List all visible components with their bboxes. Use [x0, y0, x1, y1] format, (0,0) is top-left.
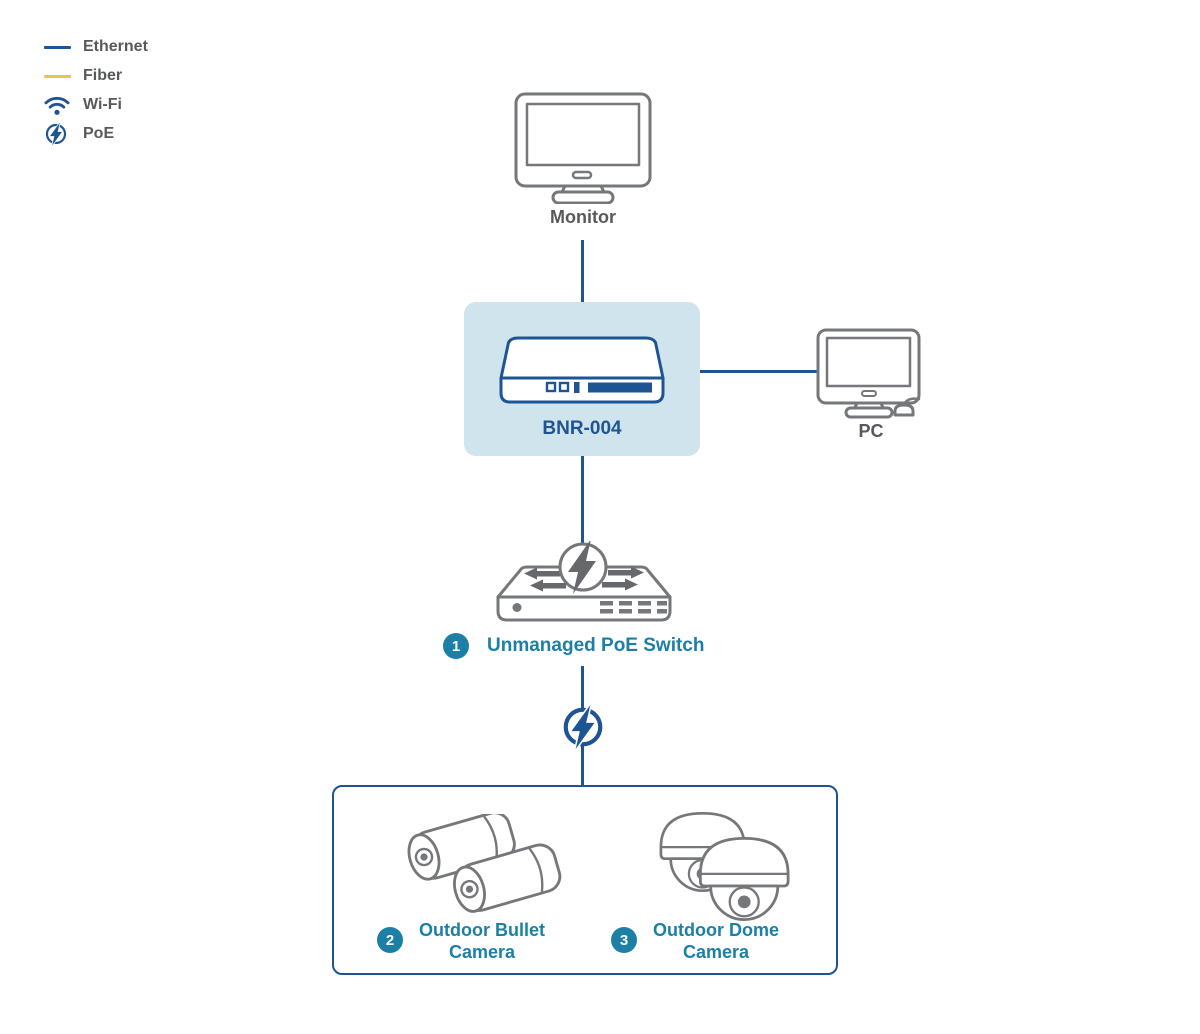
- ethernet-link-recorder-pc: [700, 370, 817, 373]
- dome-camera-number-badge: 3: [611, 927, 637, 953]
- bullet-camera-label-line2: Camera: [448, 942, 516, 962]
- poe-switch-icon: [494, 541, 674, 625]
- nvr-icon: [497, 336, 667, 406]
- dome-camera-label-line2: Camera: [682, 942, 750, 962]
- legend: [44, 36, 148, 145]
- poe-inline-icon: [560, 704, 606, 750]
- monitor-icon: [512, 90, 654, 204]
- legend-item-ethernet: [44, 36, 148, 58]
- monitor-label: Monitor: [550, 207, 616, 227]
- legend-item-fiber: [44, 65, 148, 87]
- legend-item-wifi: [44, 94, 148, 116]
- ethernet-link-recorder-switch: [581, 456, 584, 545]
- recorder-label: BNR-004: [542, 418, 622, 439]
- camera-group-box: [332, 785, 838, 975]
- dome-camera-label-line1: Outdoor Dome: [653, 920, 779, 940]
- poe-icon: [44, 122, 74, 146]
- fiber-line-swatch: [44, 75, 74, 78]
- dome-camera-icon: [640, 808, 808, 928]
- legend-label-wifi: Wi-Fi: [83, 96, 122, 113]
- legend-label-fiber: Fiber: [83, 67, 123, 84]
- switch-label: Unmanaged PoE Switch: [487, 635, 705, 656]
- bullet-camera-label: [397, 919, 567, 963]
- wifi-icon: [44, 95, 74, 116]
- legend-item-poe: [44, 123, 148, 145]
- dome-camera-label: [631, 919, 801, 963]
- pc-icon: [815, 327, 928, 422]
- ethernet-line-swatch: [44, 46, 74, 49]
- switch-number-badge: 1: [443, 633, 469, 659]
- ethernet-link-monitor-recorder: [581, 240, 584, 302]
- pc-label: PC: [858, 421, 884, 441]
- legend-label-poe: PoE: [83, 125, 115, 142]
- recorder-panel: [464, 302, 700, 456]
- bullet-camera-label-line1: Outdoor Bullet: [419, 920, 545, 940]
- bullet-camera-icon: [387, 814, 567, 926]
- legend-label-ethernet: Ethernet: [83, 38, 148, 55]
- bullet-camera-number-badge: 2: [377, 927, 403, 953]
